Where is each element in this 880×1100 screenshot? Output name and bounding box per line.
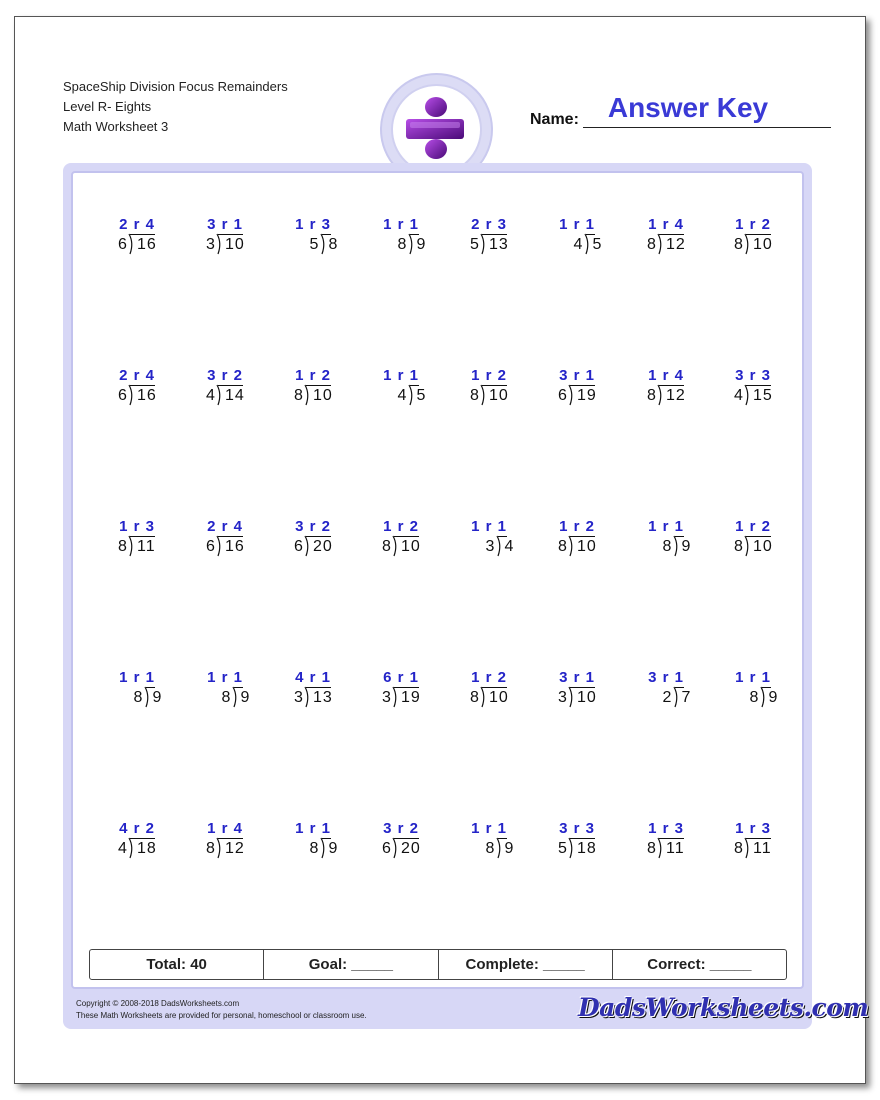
quotient-answer: 1 r 4	[207, 820, 243, 837]
divisor: 3	[382, 689, 391, 706]
quotient-answer: 1 r 1	[383, 216, 419, 233]
copyright-line: Copyright © 2008-2018 DadsWorksheets.com	[76, 999, 240, 1008]
divisor: 3	[485, 538, 495, 555]
dividend: 18	[577, 840, 597, 857]
division-problem	[99, 367, 179, 427]
quotient-answer: 1 r 2	[295, 367, 331, 384]
dividend: 7	[681, 689, 692, 706]
division-problem	[539, 820, 619, 880]
division-problem	[539, 216, 619, 276]
dividend: 10	[313, 387, 333, 404]
division-problem	[628, 518, 708, 578]
divisor: 6	[118, 236, 127, 253]
quotient-answer: 1 r 3	[648, 820, 684, 837]
division-problem	[275, 216, 355, 276]
quotient-answer: 1 r 1	[735, 669, 771, 686]
quotient-answer: 1 r 1	[471, 518, 507, 535]
divisor: 8	[118, 538, 127, 555]
quotient-answer: 2 r 4	[119, 367, 155, 384]
divisor: 8	[647, 387, 656, 404]
divisor: 8	[558, 538, 567, 555]
quotient-answer: 2 r 4	[207, 518, 243, 535]
divisor: 8	[397, 236, 407, 253]
quotient-answer: 3 r 3	[735, 367, 771, 384]
quotient-answer: 1 r 1	[207, 669, 243, 686]
division-problem	[275, 367, 355, 427]
worksheet-level: Level R- Eights	[63, 99, 152, 114]
quotient-answer: 4 r 2	[119, 820, 155, 837]
dividend: 13	[313, 689, 333, 706]
division-problem	[715, 518, 795, 578]
divisor: 8	[734, 840, 743, 857]
quotient-answer: 1 r 2	[383, 518, 419, 535]
quotient-answer: 1 r 1	[471, 820, 507, 837]
dividend: 11	[666, 840, 685, 857]
dividend: 16	[137, 387, 157, 404]
divisor: 3	[294, 689, 303, 706]
quotient-answer: 3 r 1	[207, 216, 243, 233]
division-problem	[99, 216, 179, 276]
total-cell: Total: 40	[90, 950, 264, 979]
quotient-answer: 3 r 1	[559, 367, 595, 384]
dividend: 9	[416, 236, 427, 253]
division-problem	[451, 820, 531, 880]
dividend: 19	[577, 387, 597, 404]
division-problem	[451, 216, 531, 276]
divisor: 8	[294, 387, 303, 404]
dividend: 10	[489, 387, 509, 404]
dividend: 5	[416, 387, 427, 404]
divisor: 8	[221, 689, 231, 706]
quotient-answer: 1 r 1	[648, 518, 684, 535]
division-problem	[628, 216, 708, 276]
worksheet-title: SpaceShip Division Focus Remainders	[63, 79, 288, 94]
divisor: 3	[206, 236, 215, 253]
goal-cell: Goal: _____	[264, 950, 438, 979]
division-problem	[275, 820, 355, 880]
divisor: 3	[558, 689, 567, 706]
division-problem	[187, 518, 267, 578]
quotient-answer: 2 r 4	[119, 216, 155, 233]
quotient-answer: 1 r 2	[471, 367, 507, 384]
dividend: 16	[137, 236, 157, 253]
dividend: 11	[137, 538, 156, 555]
dividend: 8	[328, 236, 339, 253]
dividend: 10	[577, 538, 597, 555]
division-problem	[628, 367, 708, 427]
dividend: 14	[225, 387, 245, 404]
division-problem	[715, 669, 795, 729]
dividend: 9	[328, 840, 339, 857]
division-problem	[99, 669, 179, 729]
dividend: 10	[225, 236, 245, 253]
divisor: 8	[734, 538, 743, 555]
divisor: 4	[118, 840, 127, 857]
quotient-answer: 3 r 2	[295, 518, 331, 535]
dividend: 12	[225, 840, 245, 857]
dividend: 10	[401, 538, 421, 555]
dividend: 10	[577, 689, 597, 706]
division-problem	[451, 367, 531, 427]
dividend: 20	[313, 538, 333, 555]
quotient-answer: 1 r 3	[295, 216, 331, 233]
divisor: 8	[647, 840, 656, 857]
dividend: 9	[152, 689, 163, 706]
dividend: 18	[137, 840, 157, 857]
division-problem	[187, 216, 267, 276]
worksheet-number: Math Worksheet 3	[63, 119, 169, 134]
problems-frame	[63, 163, 812, 1029]
correct-cell: Correct: _____	[647, 956, 752, 973]
divisor: 6	[206, 538, 215, 555]
quotient-answer: 3 r 2	[383, 820, 419, 837]
copyright-notice	[76, 998, 367, 1022]
division-problem	[451, 669, 531, 729]
dividend: 12	[666, 236, 686, 253]
quotient-answer: 3 r 1	[648, 669, 684, 686]
divisor: 8	[382, 538, 391, 555]
division-problem	[539, 669, 619, 729]
dividend: 9	[681, 538, 692, 555]
name-line	[583, 127, 831, 128]
division-problem	[539, 518, 619, 578]
score-table	[89, 949, 787, 980]
division-problem	[187, 367, 267, 427]
divisor: 5	[309, 236, 319, 253]
divisor: 6	[382, 840, 391, 857]
division-problem	[363, 820, 443, 880]
quotient-answer: 1 r 1	[383, 367, 419, 384]
divisor: 4	[206, 387, 215, 404]
division-problem	[99, 518, 179, 578]
division-problem	[363, 518, 443, 578]
quotient-answer: 1 r 1	[295, 820, 331, 837]
divisor: 8	[470, 387, 479, 404]
division-problem	[187, 820, 267, 880]
divisor: 6	[118, 387, 127, 404]
divisor: 8	[749, 689, 759, 706]
divisor: 8	[470, 689, 479, 706]
divisor: 5	[558, 840, 567, 857]
divisor: 4	[573, 236, 583, 253]
quotient-answer: 1 r 3	[119, 518, 155, 535]
divisor: 8	[734, 236, 743, 253]
divisor: 4	[397, 387, 407, 404]
dividend: 5	[592, 236, 603, 253]
worksheet-header	[63, 77, 288, 137]
division-problem	[363, 216, 443, 276]
divisor: 8	[206, 840, 215, 857]
quotient-answer: 1 r 2	[735, 216, 771, 233]
dividend: 9	[504, 840, 515, 857]
divisor: 8	[309, 840, 319, 857]
divisor: 8	[647, 236, 656, 253]
dividend: 15	[753, 387, 773, 404]
quotient-answer: 1 r 4	[648, 216, 684, 233]
problems-area	[71, 171, 804, 989]
division-problem	[275, 669, 355, 729]
quotient-answer: 1 r 1	[119, 669, 155, 686]
division-problem	[363, 367, 443, 427]
dividend: 10	[753, 538, 773, 555]
division-problem	[451, 518, 531, 578]
division-problem	[715, 216, 795, 276]
dividend: 4	[504, 538, 515, 555]
quotient-answer: 1 r 1	[559, 216, 595, 233]
quotient-answer: 1 r 4	[648, 367, 684, 384]
quotient-answer: 1 r 2	[471, 669, 507, 686]
dividend: 10	[753, 236, 773, 253]
quotient-answer: 1 r 2	[735, 518, 771, 535]
division-problem	[539, 367, 619, 427]
divisor: 5	[470, 236, 479, 253]
dividend: 10	[489, 689, 509, 706]
division-problem	[187, 669, 267, 729]
division-problem	[715, 820, 795, 880]
dividend: 9	[240, 689, 251, 706]
dividend: 11	[753, 840, 772, 857]
division-problem	[628, 820, 708, 880]
divisor: 4	[734, 387, 743, 404]
division-problem	[628, 669, 708, 729]
divisor: 8	[662, 538, 672, 555]
usage-line: These Math Worksheets are provided for personal, homeschool or classroom use.	[76, 1011, 367, 1020]
divisor: 6	[558, 387, 567, 404]
complete-cell: Complete: _____	[439, 950, 613, 979]
quotient-answer: 3 r 2	[207, 367, 243, 384]
division-problem	[715, 367, 795, 427]
dividend: 19	[401, 689, 421, 706]
quotient-answer: 2 r 3	[471, 216, 507, 233]
dividend: 20	[401, 840, 421, 857]
quotient-answer: 6 r 1	[383, 669, 419, 686]
brand-logo: DadsWorksheets.com	[578, 993, 869, 1022]
dividend: 13	[489, 236, 509, 253]
dividend: 9	[768, 689, 779, 706]
division-problem	[99, 820, 179, 880]
dividend: 16	[225, 538, 245, 555]
answer-key-label: Answer Key	[607, 92, 769, 123]
quotient-answer: 1 r 2	[559, 518, 595, 535]
division-problem	[363, 669, 443, 729]
quotient-answer: 3 r 3	[559, 820, 595, 837]
quotient-answer: 1 r 3	[735, 820, 771, 837]
name-label: Name:	[530, 111, 579, 128]
quotient-answer: 4 r 1	[295, 669, 331, 686]
divisor: 6	[294, 538, 303, 555]
quotient-answer: 3 r 1	[559, 669, 595, 686]
divisor: 2	[662, 689, 672, 706]
dividend: 12	[666, 387, 686, 404]
division-problem	[275, 518, 355, 578]
divisor: 8	[485, 840, 495, 857]
divisor: 8	[133, 689, 143, 706]
